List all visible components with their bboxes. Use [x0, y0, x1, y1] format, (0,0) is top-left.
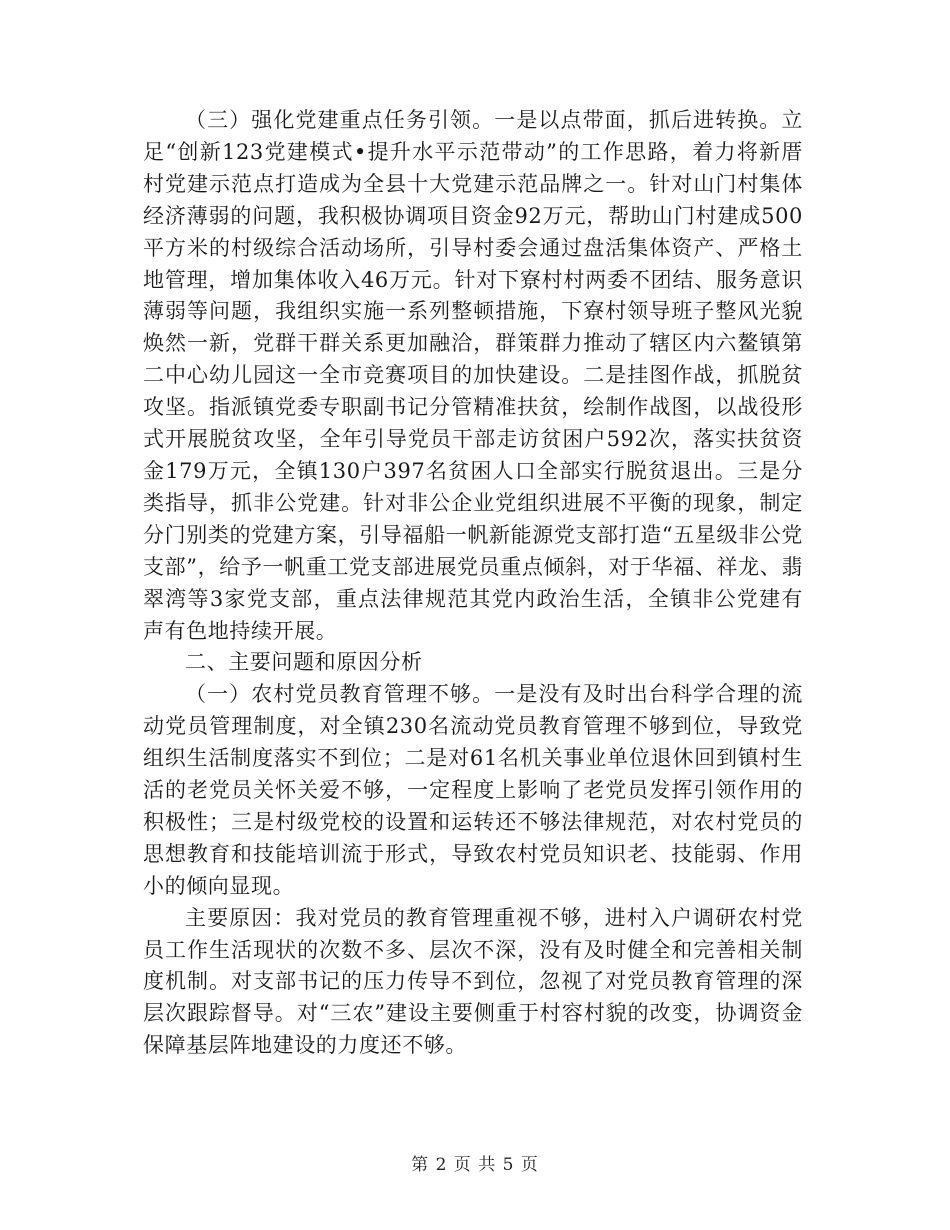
paragraph-member-education: （一）农村党员教育管理不够。一是没有及时出台科学合理的流动党员管理制度，对全镇230名流动党员教育管理不够到位，导致党组织生活制度落实不到位；二是对61名机关事业单位退休回到镇村生活的老党员关怀关爱不够，一定程度上影响了老党员发挥引领作用的积极性；三是村级党校的设置和运转还不够法律规范，对农村党员的思想教育和技能培训流于形式，导致农村党员知识老、技能弱、作用小的倾向显现。 [143, 682, 803, 898]
page-footer [0, 1150, 950, 1175]
paragraph-main-causes: 主要原因：我对党员的教育管理重视不够，进村入户调研农村党员工作生活现状的次数不多、层次不深，没有及时健全和完善相关制度机制。对支部书记的压力传导不到位，忽视了对党员教育管理的深层次跟踪督导。对“三农”建设主要侧重于村容村貌的改变，协调资金保障基层阵地建设的力度还不够。 [143, 905, 803, 1058]
document-body [143, 105, 803, 1062]
paragraph-party-building-tasks: （三）强化党建重点任务引领。一是以点带面，抓后进转换。立足“创新123党建模式•提升水平示范带动”的工作思路，着力将新厝村党建示范点打造成为全县十大党建示范品牌之一。针对山门村集体经济薄弱的问题，我积极协调项目资金92万元，帮助山门村建成500平方米的村级综合活动场所，引导村委会通过盘活集体资产、严格土地管理，增加集体收入46万元。针对下寮村村两委不团结、服务意识薄弱等问题，我组织实施一系列整顿措施，下寮村领导班子整风光貌焕然一新，党群干群关系更加融洽，群策群力推动了辖区内六鳌镇第二中心幼儿园这一全市竞赛项目的加快建设。二是挂图作战，抓脱贫攻坚。指派镇党委专职副书记分管精准扶贫，绘制作战图，以战役形式开展脱贫攻坚，全年引导党员干部走访贫困户592次，落实扶贫资金179万元，全镇130户397名贫困人口全部实行脱贫退出。三是分类指导，抓非公党建。针对非公企业党组织进展不平衡的现象，制定分门别类的党建方案，引导福船一帆新能源党支部打造“五星级非公党支部”，给予一帆重工党支部进展党员重点倾斜，对于华福、祥龙、翡翠湾等3家党支部，重点法律规范其党内政治生活，全镇非公党建有声有色地持续开展。 [143, 108, 803, 643]
section-heading-problems: 二、主要问题和原因分析 [185, 650, 423, 675]
page-number-label: 第 2 页 共 5 页 [411, 1155, 539, 1175]
